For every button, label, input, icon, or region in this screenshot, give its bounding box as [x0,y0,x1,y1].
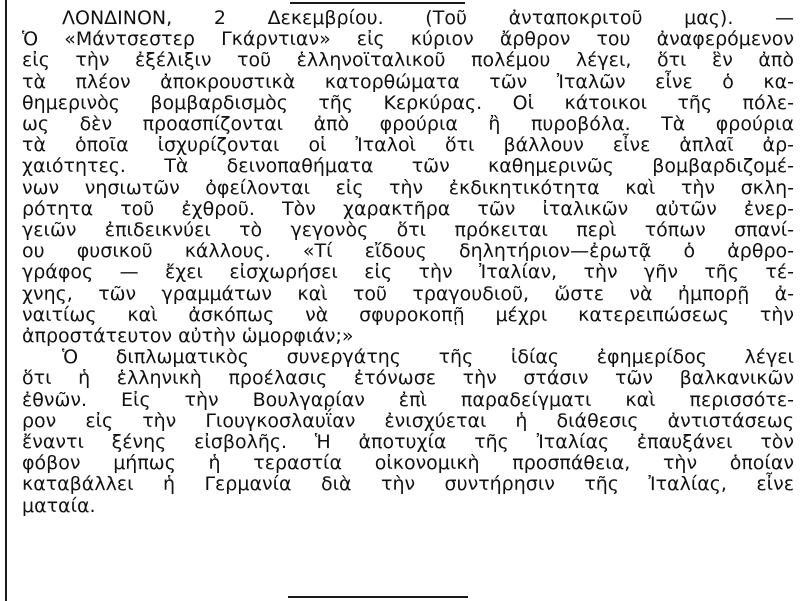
article-line: καταβάλλει ἡ Γερμανία διὰ τὴν συντήρησιν τῆς Ἰταλίας, εἶνε [22,473,794,496]
article-line: γράφος — ἔχει εἰσχωρήσει εἰς τὴν Ἰταλίαν, τὴν γῆν τῆς τέ- [22,261,794,284]
left-column-rule [5,0,7,601]
article-line: ἐθνῶν. Εἰς τὴν Βουλγαρίαν ἐπὶ παραδείγματι καὶ περισσότε- [22,388,794,411]
article-line: Ὁ «Μάντσεστερ Γκάρντιαν» εἰς κύριον ἄρθρον του ἀναφερόμενον [22,28,794,51]
article-line: νων νησιωτῶν ὀφείλονται εἰς τὴν ἐκδικητικότητα καὶ τὴν σκλη- [22,176,794,199]
top-separator-rule [290,2,465,4]
paragraph-1 [22,8,794,347]
article-line: χνης, τῶν γραμμάτων καὶ τοῦ τραγουδιοῦ, ὥστε νὰ ἠμπορῇ ἀ- [22,282,794,305]
article-line: ου φυσικοῦ κάλλους. «Τί εἴδους δηλητήριον—ἐρωτᾷ ὁ ἀρθρο- [22,240,794,263]
article-line: ρότητα τοῦ ἐχθροῦ. Τὸν χαρακτῆρα τῶν ἰταλικῶν αὐτῶν ἐνερ- [22,197,794,220]
article-line: ρον εἰς τὴν Γιουγκοσλαυΐαν ἐνισχύεται ἡ διάθεσις ἀντιστάσεως [22,409,794,432]
article-line: ναιτίως καὶ ἀσκόπως νὰ σφυροκοπῇ μέχρι κατερειπώσεως τὴν [22,303,794,326]
article-line: ἔναντι ξένης εἰσβολῆς. Ἡ ἀποτυχία τῆς Ἰταλίας ἐπαυξάνει τὸν [22,431,794,454]
article-line: χαιότητες. Τὰ δεινοπαθήματα τῶν καθημερινῶς βομβαρδιζομέ- [22,155,794,178]
article-line: ὅτι ἡ ἑλληνικὴ προέλασις ἐτόνωσε τὴν στάσιν τῶν βαλκανικῶν [22,367,794,390]
article-line: τὰ πλέον ἀποκρουστικὰ κατορθώματα τῶν Ἰταλῶν εἶνε ὁ κα- [22,70,794,93]
article-line: εἰς τὴν ἐξέλιξιν τοῦ ἑλληνοϊταλικοῦ πολέμου λέγει, ὅτι ἓν ἀπὸ [22,49,794,72]
article-line: ως δὲν προασπίζονται ἀπὸ φρούρια ἢ πυροβόλα. Τὰ φρούρια [22,113,794,136]
article-line: ΛΟΝΔΙΝΟΝ, 2 Δεκεμβρίου. (Τοῦ ἀνταποκριτοῦ μας). — [62,7,794,29]
bottom-separator-rule [288,596,468,598]
article-line: Ὁ διπλωματικὸς συνεργάτης τῆς ἰδίας ἐφημερίδος λέγει [62,346,794,369]
article-line: γειῶν ἐπιδεικνύει τὸ γεγονὸς ὅτι πρόκειται περὶ τόπων σπανί- [22,219,794,242]
article-text [22,8,794,517]
article-line: φόβον μήπως ἡ τεραστία οἰκονομικὴ προσπάθεια, τὴν ὁποίαν [22,452,794,475]
article-line: τὰ ὁποῖα ἰσχυρίζονται οἱ Ἰταλοὶ ὅτι βάλλουν εἶνε ἁπλαῖ ἀρ- [22,134,794,157]
article-line: ἀπροστάτευτον αὐτὴν ὡμορφιάν;» [22,325,354,348]
article-line: ματαία. [22,494,96,517]
paragraph-2 [22,347,794,517]
article-line: θημερινὸς βομβαρδισμὸς τῆς Κερκύρας. Οἱ κάτοικοι τῆς πόλε- [22,91,794,114]
